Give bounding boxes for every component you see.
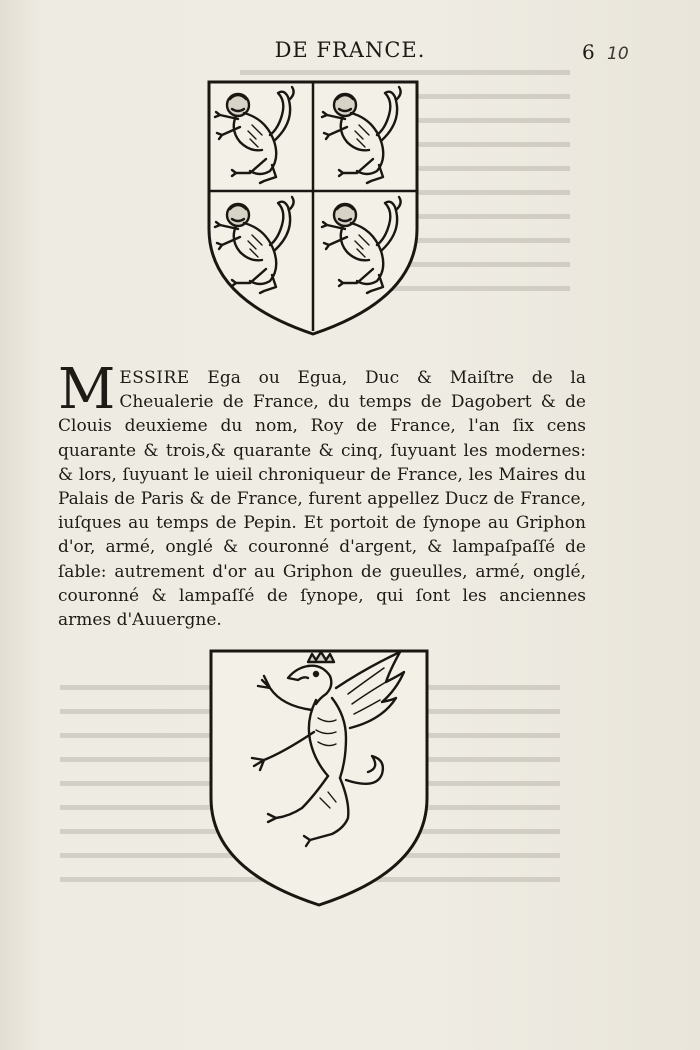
quartered-lions-shield-icon	[206, 79, 420, 337]
griffin-shield-icon	[208, 648, 430, 908]
drop-capital: M	[58, 357, 116, 422]
entry-first-word: ESSIRE	[119, 368, 190, 388]
heraldic-entry-paragraph	[58, 357, 586, 632]
handwritten-folio-note: 10	[607, 44, 629, 64]
folio-number: 6	[582, 40, 595, 64]
running-head: DE FRANCE.	[274, 38, 426, 62]
entry-body-text: Ega ou Egua, Duc & Maiſtre de la Cheualerie de France, du temps de Dagobert & de Clouis deuxieme du nom, Roy de France, l'an ſix cens quarante & trois,& quarante & cinq, ſuyuant les modernes: & lors, ſuyuant le uieil chroniqueur de France, les Maires du Palais de Paris & de France, furent appellez Ducz de France, iuſques au temps de Pepin. Et portoit de ſynope au Griphon d'or, armé, onglé & couronné d'argent, & lampaſpaſſé de ſable: autrement d'or au Griphon de gueulles, armé, onglé, couronné & lampaſſé de ſynope, qui ſont les anciennes armes d'Auuergne.	[58, 368, 586, 631]
